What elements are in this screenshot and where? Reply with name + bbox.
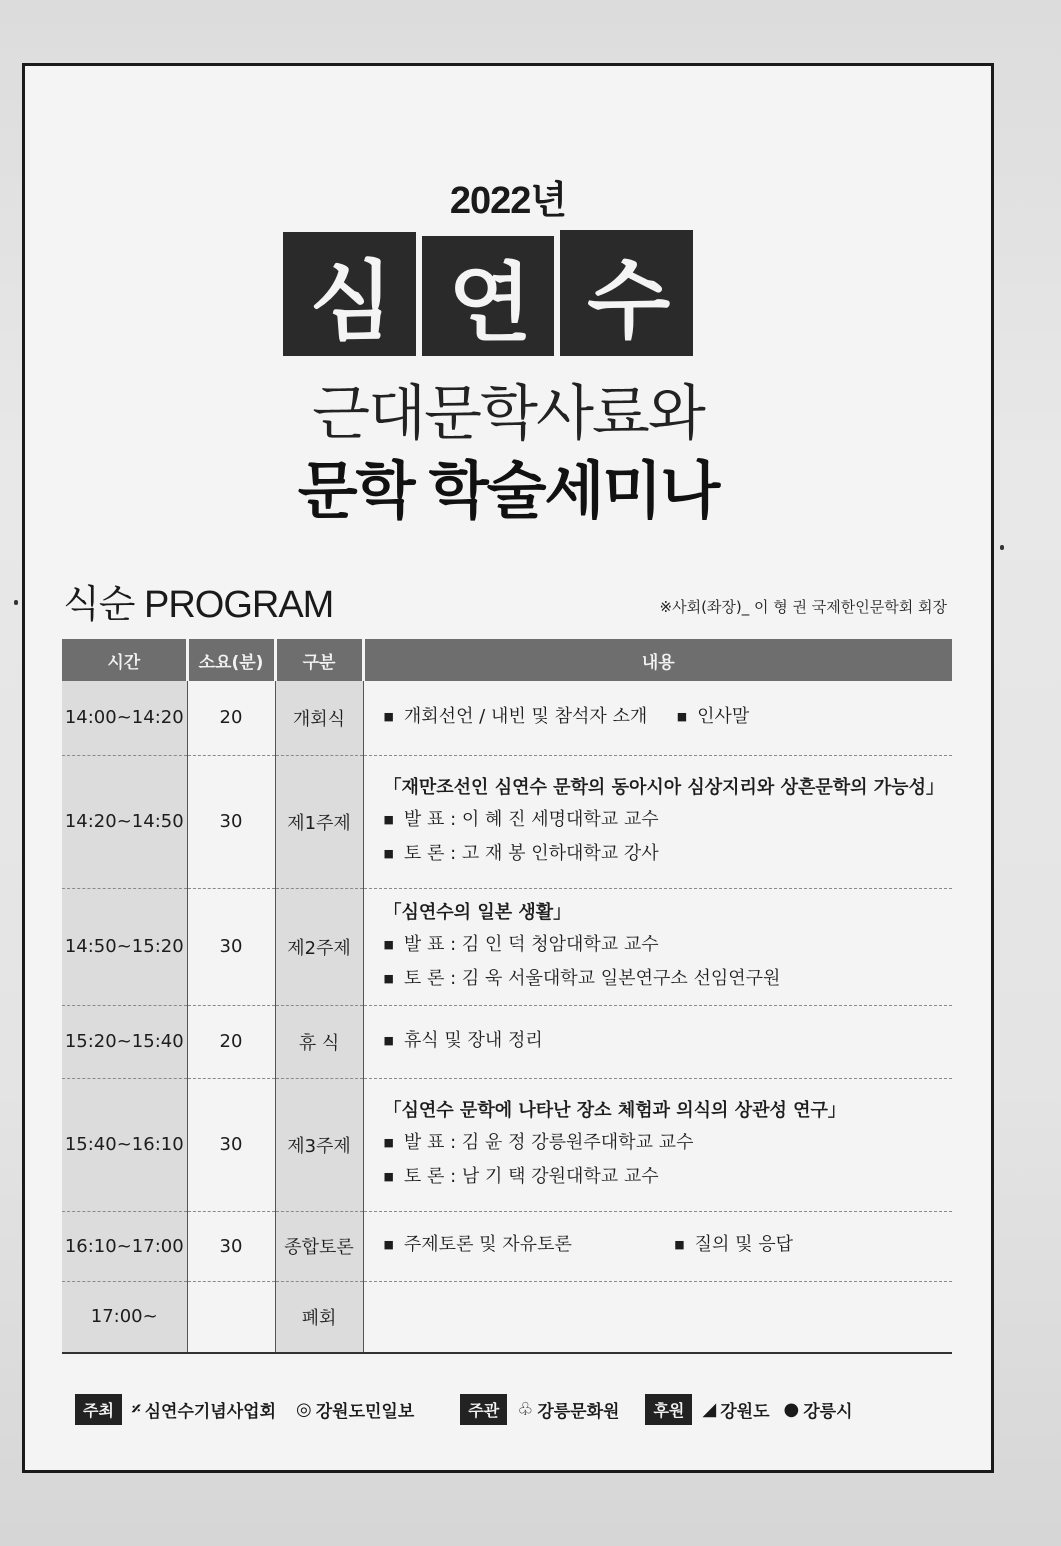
kind-cell: 제3주제 — [275, 1078, 363, 1211]
seal-char: 심 — [283, 232, 416, 356]
sponsor-org — [702, 1397, 769, 1422]
column-header: 소요(분) — [187, 639, 275, 681]
topic-title: 「재만조선인 심연수 문학의 동아시아 심상지리와 상흔문학의 가능성」 — [383, 776, 944, 798]
time-cell: 15:20~15:40 — [62, 1005, 187, 1078]
simyeonsu-logo-icon: 𝄎 — [131, 1398, 141, 1420]
content-cell — [363, 888, 952, 1005]
culture-center-logo-icon: ♧ — [517, 1398, 534, 1420]
host-org — [296, 1397, 414, 1422]
content-cell — [363, 755, 952, 888]
table-row — [62, 755, 952, 888]
province-logo-icon: ◢ — [702, 1398, 717, 1420]
kind-cell: 제2주제 — [275, 888, 363, 1005]
table-row — [62, 1078, 952, 1211]
host-name: 심연수기념사업회 — [144, 1401, 276, 1422]
event-year: 2022년 — [449, 180, 567, 222]
organizer-tag: 주관 — [460, 1394, 507, 1425]
content-item: ■ 질의 및 응답 — [674, 1229, 793, 1263]
sponsor-name: 강원도 — [720, 1401, 770, 1422]
subtitle-line-1: 근대문학사료와 — [312, 380, 704, 447]
minutes-cell: 20 — [187, 681, 275, 755]
minutes-cell: 20 — [187, 1005, 275, 1078]
content-item: ■ 인사말 — [677, 701, 750, 735]
minutes-cell — [187, 1281, 275, 1353]
time-cell: 15:40~16:10 — [62, 1078, 187, 1211]
organizer-org — [517, 1397, 619, 1422]
poster-frame — [22, 63, 994, 1473]
content-cell — [363, 1211, 952, 1281]
content-item: ■ 발 표 : 김 윤 정 강릉원주대학교 교수 — [384, 1127, 952, 1161]
paper-speck — [14, 600, 18, 605]
time-cell: 14:00~14:20 — [62, 681, 187, 755]
program-title: 식순 PROGRAM — [63, 584, 334, 626]
paper-speck — [1000, 545, 1004, 550]
city-logo-icon: ● — [783, 1398, 800, 1420]
time-cell: 14:20~14:50 — [62, 755, 187, 888]
column-header: 구분 — [275, 639, 363, 681]
host-tag: 주최 — [75, 1394, 122, 1425]
kind-cell: 폐회 — [275, 1281, 363, 1353]
time-cell: 16:10~17:00 — [62, 1211, 187, 1281]
topic-title: 「심연수 문학에 나타난 장소 체험과 의식의 상관성 연구」 — [383, 1099, 846, 1121]
column-header: 내용 — [363, 639, 952, 681]
moderator-note: ※사회(좌장)_ 이 형 권 국제한인문학회 회장 — [659, 598, 947, 616]
kind-cell: 종합토론 — [275, 1211, 363, 1281]
content-cell — [363, 681, 952, 755]
content-item: ■ 토 론 : 고 재 봉 인하대학교 강사 — [384, 838, 952, 872]
subtitle-line-2: 문학 학술세미나 — [297, 457, 719, 526]
content-item: ■ 발 표 : 김 인 덕 청암대학교 교수 — [384, 929, 952, 963]
minutes-cell: 30 — [187, 755, 275, 888]
host-org — [132, 1397, 276, 1422]
topic-title: 「심연수의 일본 생활」 — [383, 901, 572, 923]
minutes-cell: 30 — [187, 1078, 275, 1211]
table-row — [62, 1211, 952, 1281]
table-row — [62, 1281, 952, 1353]
title-seal — [283, 232, 693, 356]
host-name: 강원도민일보 — [315, 1401, 415, 1422]
sponsor-org — [784, 1397, 853, 1422]
kind-cell: 개회식 — [275, 681, 363, 755]
content-item: ■ 토 론 : 남 기 택 강원대학교 교수 — [384, 1161, 952, 1195]
column-header: 시간 — [62, 639, 187, 681]
content-cell — [363, 1281, 952, 1353]
seal-char: 수 — [560, 230, 693, 356]
seal-char: 연 — [422, 236, 555, 356]
kind-cell: 휴 식 — [275, 1005, 363, 1078]
content-item: ■ 발 표 : 이 혜 진 세명대학교 교수 — [384, 804, 952, 838]
table-row — [62, 681, 952, 755]
sponsor-footer — [75, 1389, 965, 1429]
sponsor-name: 강릉시 — [803, 1401, 853, 1422]
table-header-row — [62, 639, 952, 681]
content-item: ■ 토 론 : 김 욱 서울대학교 일본연구소 선임연구원 — [384, 963, 952, 997]
time-cell: 14:50~15:20 — [62, 888, 187, 1005]
content-item: ■ 휴식 및 장내 정리 — [384, 1025, 952, 1059]
table-row — [62, 1005, 952, 1078]
sponsor-tag: 후원 — [645, 1394, 692, 1425]
program-table — [62, 639, 952, 1354]
content-item: ■ 주제토론 및 자유토론 — [384, 1229, 669, 1263]
newspaper-logo-icon: ◎ — [296, 1398, 312, 1420]
time-cell: 17:00~ — [62, 1281, 187, 1353]
content-cell — [363, 1005, 952, 1078]
table-row — [62, 888, 952, 1005]
minutes-cell: 30 — [187, 888, 275, 1005]
content-item: ■ 개회선언 / 내빈 및 참석자 소개 — [384, 701, 648, 735]
organizer-name: 강릉문화원 — [537, 1401, 620, 1422]
minutes-cell: 30 — [187, 1211, 275, 1281]
content-cell — [363, 1078, 952, 1211]
kind-cell: 제1주제 — [275, 755, 363, 888]
